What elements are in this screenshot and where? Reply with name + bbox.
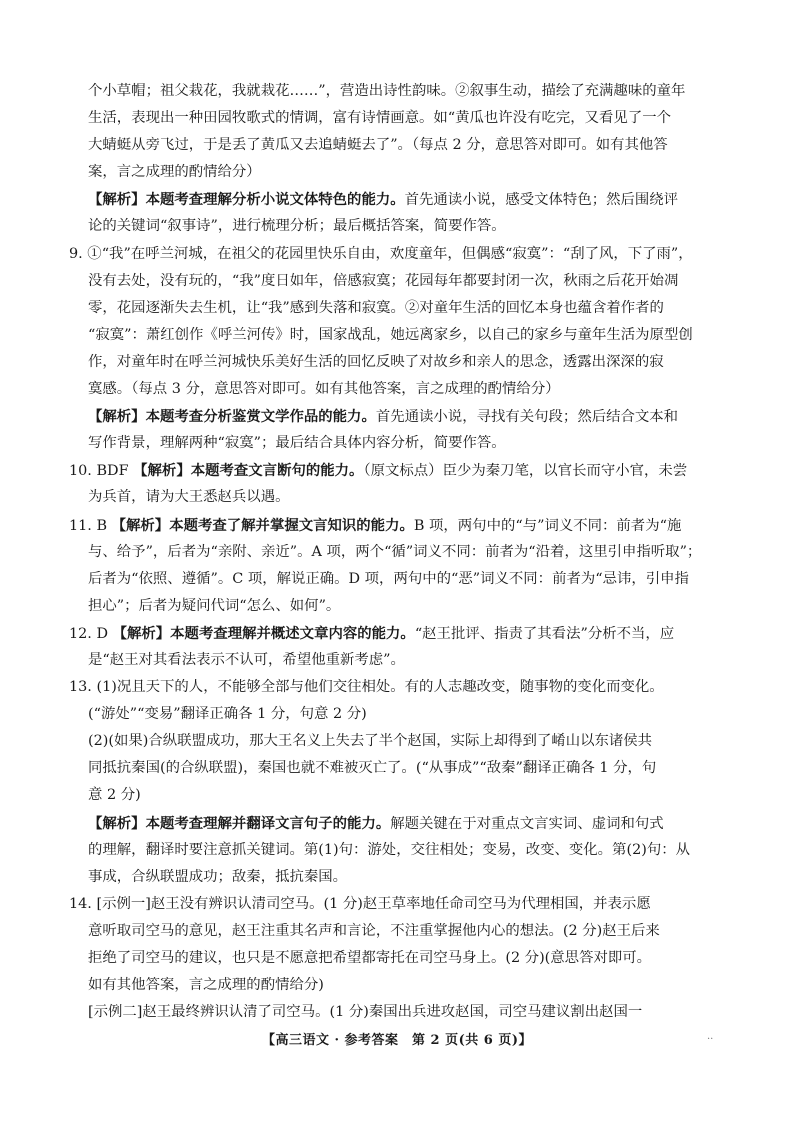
analysis-text: （原文标点）臣少为秦刀笔，以官长而守小官，未尝 bbox=[363, 463, 688, 480]
text-line: 后者为“依照、遵循”。C 项，解说正确。D 项，两句中的“恶”词义不同：前者为“忌讳，引申指 bbox=[88, 570, 689, 587]
answer-text: 11. B bbox=[69, 517, 112, 534]
analysis-label: 【解析】 bbox=[88, 814, 146, 832]
text-line: 大蜻蜓从旁飞过，于是丢了黄瓜又去追蜻蜓去了”。（每点 2 分，意思答对即可。如有其他答 bbox=[88, 137, 668, 154]
analysis-focus: 本题考查理解分析小说文体特色的能力。 bbox=[145, 191, 405, 209]
text-line: “寂寞”：萧红创作《呼兰河传》时，国家战乱，她远离家乡，以自己的家乡与童年生活为原型创 bbox=[88, 326, 693, 343]
answer-key-page bbox=[69, 78, 728, 1026]
text-line: 同抵抗秦国(的合纵联盟)，秦国也就不难被灭亡了。(“从事成”“敌秦”翻译正确各 1 分，句 bbox=[88, 760, 657, 777]
text-line: 拒绝了司空马的建议，也只是不愿意把希望都寄托在司空马身上。(2 分)(意思答对即可。 bbox=[88, 950, 652, 966]
analysis-label: 【解析】 bbox=[88, 408, 146, 426]
analysis-focus: 本题考查了解并掌握文言知识的能力。 bbox=[169, 516, 414, 534]
analysis-text: “赵王批评、指责了其看法”分析不当，应 bbox=[414, 625, 675, 642]
text-line: 论的关键词“叙事诗”，进行梳理分析；最后概括答案，简要作答。 bbox=[88, 218, 506, 235]
text-line: 是“赵王对其看法表示不认可，希望他重新考虑”。 bbox=[88, 651, 405, 668]
text-line: 如有其他答案，言之成理的酌情给分) bbox=[88, 977, 324, 994]
text-line: 写作背景，理解两种“寂寞”；最后结合具体内容分析，简要作答。 bbox=[88, 435, 506, 452]
analysis-focus: 本题考查文言断句的能力。 bbox=[190, 462, 364, 480]
question-10-line bbox=[69, 457, 728, 484]
corner-mark: .. bbox=[707, 1031, 714, 1042]
text-line: 个小草帽；祖父栽花，我就栽花……”，营造出诗性韵味。②叙事生动，描绘了充满趣味的童年 bbox=[88, 83, 686, 99]
text-line: 事成，合纵联盟成功；敌秦，抵抗秦国。 bbox=[88, 868, 348, 885]
analysis-label: 【解析】 bbox=[111, 516, 170, 534]
text-line: 为兵首，请为大王悉赵兵以遇。 bbox=[88, 489, 290, 506]
text-line: (2)(如果)合纵联盟成功，那大王名义上失去了半个赵国，实际上却得到了崤山以东诸侯共 bbox=[88, 733, 653, 750]
analysis-line bbox=[88, 186, 728, 213]
analysis-line bbox=[88, 810, 728, 837]
text-line: 没有去处，没有玩的，“我”度日如年，倍感寂寞；花园每年都要封闭一次，秋雨之后花开始凋 bbox=[88, 272, 679, 289]
text-line: 寞感。（每点 3 分，意思答对即可。如有其他答案，言之成理的酌情给分） bbox=[88, 381, 560, 398]
question-12-line bbox=[69, 620, 728, 647]
analysis-text: 首先通读小说，寻找有关句段；然后结合文本和 bbox=[375, 409, 679, 426]
question-14-line: 14. [示例一]赵王没有辨识认清司空马。(1 分)赵王草率地任命司空马为代理相国，并表示愿 bbox=[69, 895, 651, 912]
page-footer: 【高三语文 · 参考答案 第 2 页(共 6 页)】 bbox=[261, 1033, 533, 1048]
text-line: 担心”；后者为疑问代词“怎么、如何”。 bbox=[88, 597, 341, 614]
analysis-text: B 项，两句中的“与”词义不同：前者为“施 bbox=[413, 517, 682, 534]
text-line: 与、给予”，后者为“亲附、亲近”。A 项，两个“循”词义不同：前者为“沿着，这里引申指听取”； bbox=[88, 543, 702, 560]
text-line: 意听取司空马的意见，赵王注重其名声和言论，不注重掌握他内心的想法。(2 分)赵王后来 bbox=[88, 922, 660, 939]
analysis-line bbox=[88, 403, 728, 430]
analysis-label: 【解析】 bbox=[112, 624, 171, 642]
text-line: 零，花园逐渐失去生机，让“我”感到失落和寂寞。②对童年生活的回忆本身也蕴含着作者的 bbox=[88, 299, 664, 316]
answer-text: 12. D bbox=[69, 625, 113, 642]
analysis-focus: 本题考查理解并翻译文言句子的能力。 bbox=[145, 814, 391, 832]
text-line: 作，对童年时在呼兰河城快乐美好生活的回忆反映了对故乡和亲人的思念，透露出深深的寂 bbox=[88, 353, 664, 370]
question-11-line bbox=[69, 512, 728, 539]
analysis-text: 首先通读小说，感受文体特色；然后围绕评 bbox=[404, 192, 679, 209]
question-9-line: 9. ①“我”在呼兰河城，在祖父的花园里快乐自由，欢度童年，但偶感“寂寞”：“刮了风，下了雨”， bbox=[69, 245, 693, 262]
analysis-focus: 本题考查分析鉴赏文学作品的能力。 bbox=[145, 408, 376, 426]
text-line: 的理解，翻译时要注意抓关键词。第(1)句：游处，交往相处；变易，改变、变化。第(2)句：从 bbox=[88, 841, 691, 858]
answer-text: 10. BDF bbox=[69, 463, 134, 480]
text-line: (“游处”“变易”翻译正确各 1 分，句意 2 分) bbox=[88, 706, 367, 723]
text-line: 案，言之成理的酌情给分） bbox=[88, 164, 261, 181]
text-line: 意 2 分) bbox=[88, 787, 141, 804]
analysis-focus: 本题考查理解并概述文章内容的能力。 bbox=[170, 624, 415, 642]
text-line: 生活，表现出一种田园牧歌式的情调，富有诗情画意。如“黄瓜也许没有吃完，又看见了一个 bbox=[88, 110, 671, 127]
question-13-line: 13. (1)况且天下的人，不能够全部与他们交往相处。有的人志趣改变，随事物的变化而变化。 bbox=[69, 679, 664, 696]
analysis-label: 【解析】 bbox=[88, 191, 146, 209]
analysis-text: 解题关键在于对重点文言实词、虚词和句式 bbox=[390, 815, 664, 832]
analysis-label: 【解析】 bbox=[133, 462, 191, 480]
text-line: [示例二]赵王最终辨识认清了司空马。(1 分)秦国出兵进攻赵国，司空马建议割出赵国一 bbox=[88, 1004, 643, 1021]
